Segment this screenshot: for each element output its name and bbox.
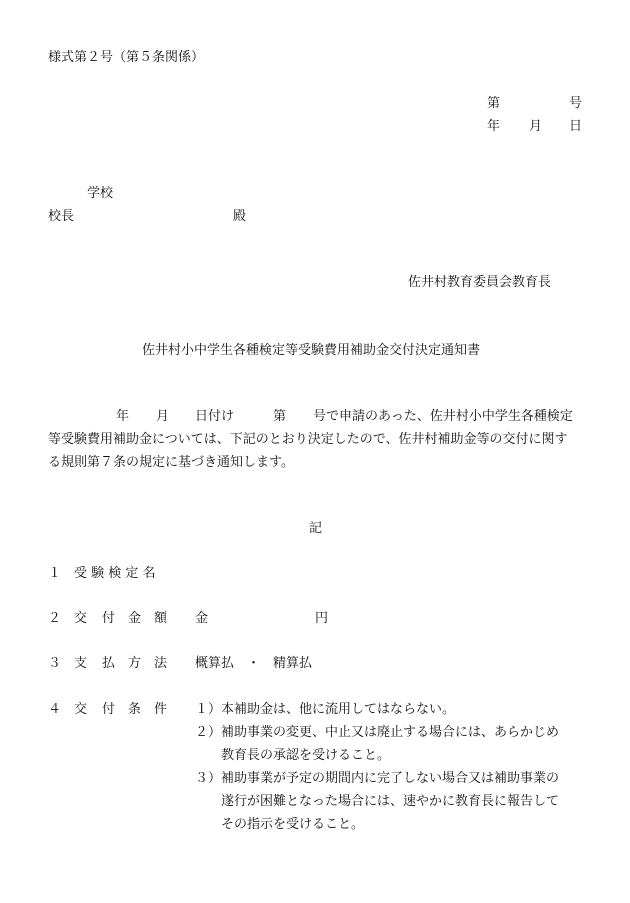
body-year: 年 xyxy=(116,409,130,424)
item-3-number: ３ xyxy=(48,656,62,671)
item-4-number: ４ xyxy=(48,702,62,717)
addressee-dono: 殿 xyxy=(233,209,247,224)
condition-3-line: その指示を受けること。 xyxy=(221,817,365,832)
condition-3-number: ３） xyxy=(195,771,222,786)
number-go: 号 xyxy=(569,96,583,111)
sender: 佐井村教育委員会教育長 xyxy=(408,275,552,290)
item-4-label-char: 付 xyxy=(102,702,116,717)
form-label: 様式第２号（第５条関係） xyxy=(48,50,205,65)
addressee-school: 学校 xyxy=(87,186,114,201)
item-3-label-char: 法 xyxy=(154,656,168,671)
condition-2-line: 教育長の承認を受けること。 xyxy=(221,748,391,763)
date-month: 月 xyxy=(529,119,543,134)
item-1-number: １ xyxy=(48,566,62,581)
item-2-unit: 円 xyxy=(315,611,329,626)
condition-2-line: 補助事業の変更、中止又は廃止する場合には、あらかじめ xyxy=(221,725,560,740)
body-line1-rest: 号で申請のあった、佐井村小中学生各種検定 xyxy=(313,409,573,424)
condition-1-line: 本補助金は、他に流用してはならない。 xyxy=(221,702,456,717)
item-3-label-char: 払 xyxy=(102,656,116,671)
body-month: 月 xyxy=(156,409,170,424)
document-title: 佐井村小中学生各種検定等受験費用補助金交付決定通知書 xyxy=(142,343,481,358)
condition-1-number: １） xyxy=(195,702,222,717)
body-line2: 等受験費用補助金については、下記のとおり決定したので、佐井村補助金等の交付に関す xyxy=(48,432,568,447)
condition-3-line: 補助事業が予定の期間内に完了しない場合又は補助事業の xyxy=(221,771,560,786)
date-year: 年 xyxy=(487,119,501,134)
item-3-value: 概算払 ・ 精算払 xyxy=(195,656,313,671)
date-day: 日 xyxy=(569,119,583,134)
item-4-label-char: 条 xyxy=(128,702,142,717)
item-2-number: ２ xyxy=(48,611,62,626)
condition-3-line: 遂行が困難となった場合には、速やかに教育長に報告して xyxy=(221,794,560,809)
item-1-label: 受 験 検 定 名 xyxy=(74,566,156,581)
item-4-label-char: 件 xyxy=(154,702,168,717)
item-2-label-char: 交 xyxy=(74,611,88,626)
addressee-principal: 校長 xyxy=(48,209,75,224)
item-2-label-char: 額 xyxy=(154,611,168,626)
item-4-label-char: 交 xyxy=(74,702,88,717)
body-hizuke: 日付け xyxy=(195,409,235,424)
number-dai: 第 xyxy=(487,96,501,111)
item-3-label-char: 方 xyxy=(128,656,142,671)
body-dai: 第 xyxy=(273,409,287,424)
body-line3: る規則第７条の規定に基づき通知します。 xyxy=(48,455,294,470)
ki-mark: 記 xyxy=(309,521,323,536)
item-2-label-char: 付 xyxy=(102,611,116,626)
item-3-label-char: 支 xyxy=(74,656,88,671)
condition-2-number: ２） xyxy=(195,725,222,740)
item-2-label-char: 金 xyxy=(128,611,142,626)
item-2-value: 金 xyxy=(195,611,209,626)
